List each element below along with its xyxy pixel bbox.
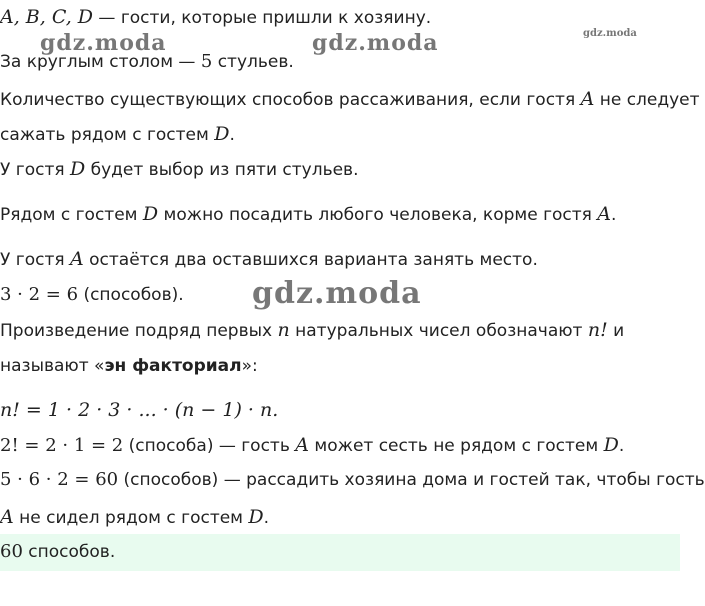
text-line [0,469,705,491]
math: D [603,434,619,456]
math: 5 [200,51,213,72]
text: натуральных чисел обозначают [289,321,588,341]
math: n [277,319,290,341]
text-line [0,434,624,457]
text: (способов) — рассадить хозяина дома и гостей так, чтобы гость [118,470,705,490]
text-line [0,284,184,306]
text: стульев. [212,52,294,72]
watermark: gdz.moda [312,30,439,56]
math: 3 · 2 = 6 [0,284,79,305]
text: называют « [0,356,105,376]
text: сажать рядом с гостем [0,125,215,145]
text: будет выбор из пяти стульев. [85,160,359,180]
text: Рядом с гостем [0,205,143,225]
text: может сесть не рядом с гостем [309,436,604,456]
text-line [0,51,294,73]
text: За круглым столом — [0,52,201,72]
text: . [229,125,235,145]
math: n! = 1 · 2 · 3 · ... · (n − 1) · n. [0,399,279,421]
math: A [597,203,612,225]
math: 60 [0,541,23,562]
text: У гостя [0,160,70,180]
math: A [0,506,14,528]
text: Количество существующих способов рассаживания, если гостя [0,90,581,110]
text: можно посадить любого человека, корме гостя [158,205,598,225]
answer-box [0,534,680,571]
bold-term: эн факториал [104,356,242,376]
math: 5 · 6 · 2 = 60 [0,469,119,490]
text-line [0,158,358,181]
text: (способов). [78,285,184,305]
text: остаётся два оставшихся варианта занять место. [83,250,538,270]
math: D [214,123,230,145]
text: . [618,436,625,456]
math: A [580,88,595,110]
watermark: gdz.moda [583,28,637,39]
text-line [0,248,538,271]
watermark: gdz.moda [40,30,167,56]
text: и [607,321,625,341]
text-line [0,319,624,342]
math: A, B, C, D [0,6,94,28]
answer-text [0,541,115,563]
formula [0,399,278,422]
text-line [0,88,700,111]
math: A [69,248,84,270]
math: n! [587,319,608,341]
math: D [248,506,264,528]
text: . [611,205,617,225]
text: Произведение подряд первых [0,321,278,341]
text: — гости, которые пришли к хозяину. [93,8,432,28]
text-line [0,203,616,226]
text: У гостя [0,250,70,270]
text: не следует [594,90,700,110]
text: способов. [22,542,116,562]
math: A [295,434,309,456]
math: 2! = 2 · 1 = 2 [0,435,124,456]
text: »: [241,356,258,376]
text: . [263,508,270,528]
text: не сидел рядом с гостем [13,508,249,528]
text-line [0,6,431,29]
text-line [0,355,258,377]
text-line [0,506,269,529]
math: D [69,158,86,180]
watermark: gdz.moda [252,276,422,311]
math: D [142,203,159,225]
text-line [0,123,235,146]
text: (способа) — гость [123,436,296,456]
